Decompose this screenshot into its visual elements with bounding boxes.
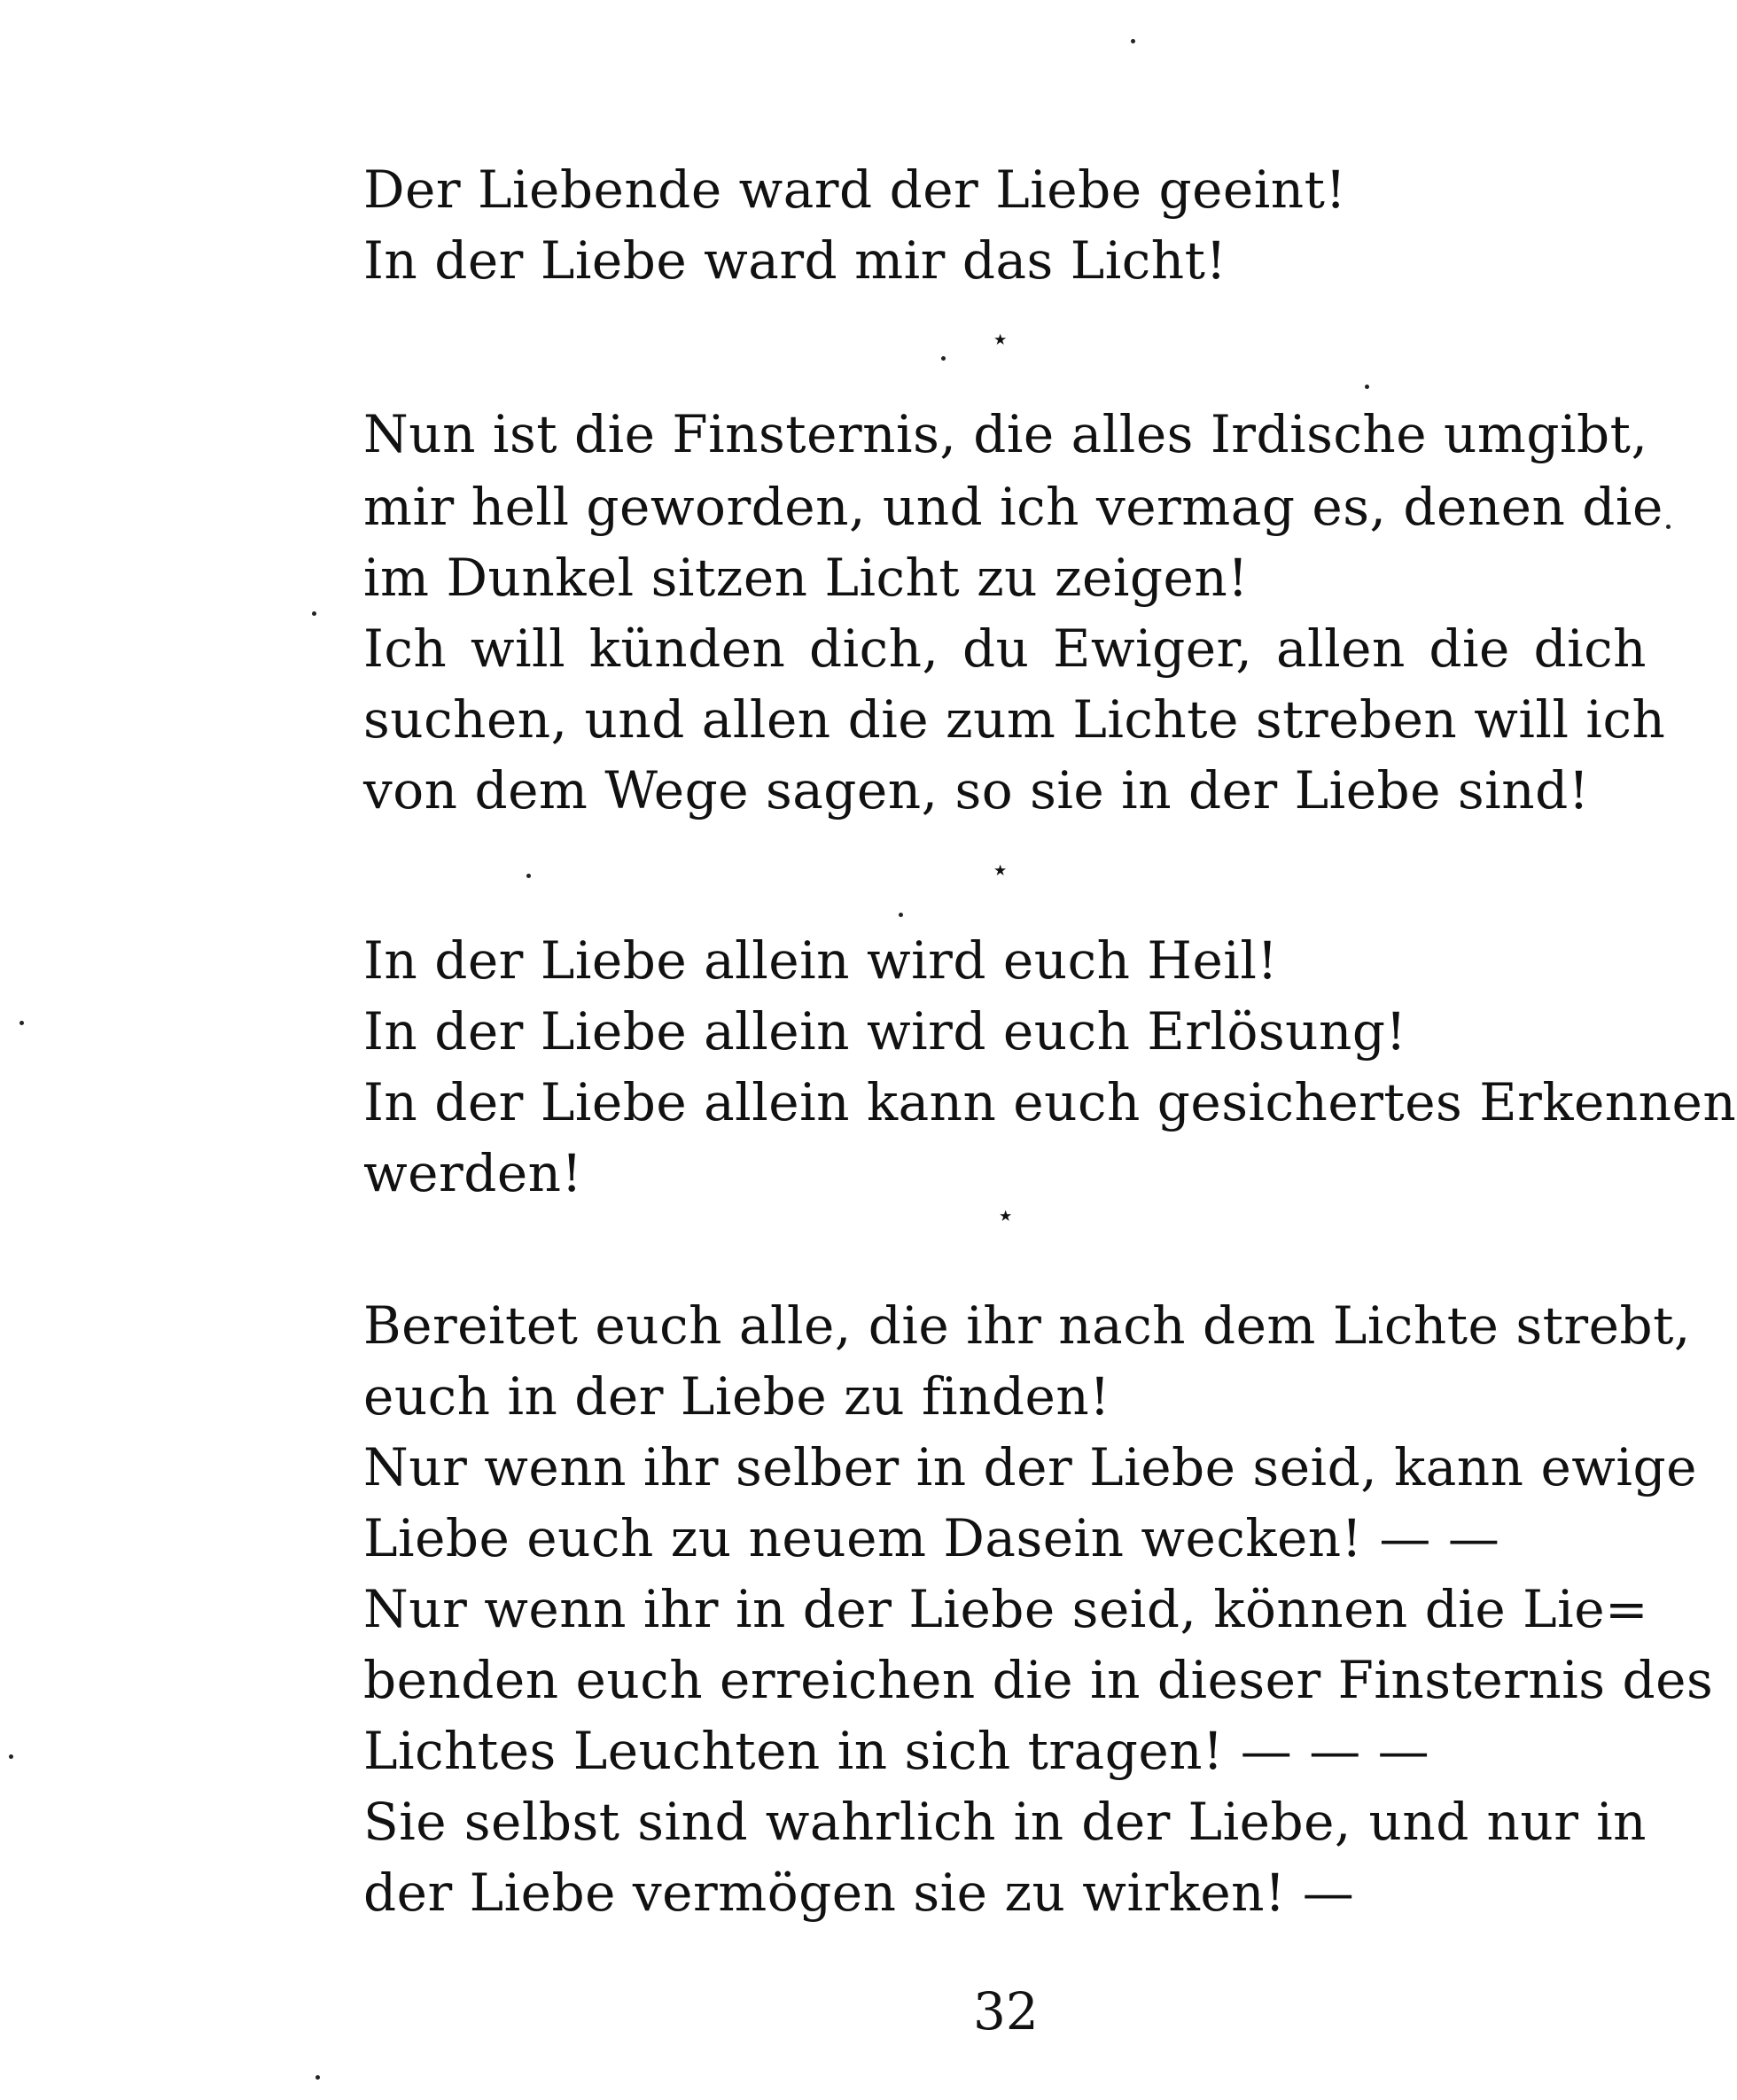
text-line: im Dunkel sitzen Licht zu zeigen! [363, 548, 1249, 608]
scan-speck [19, 1021, 24, 1025]
text-line: suchen, und allen die zum Lichte streben will ich [363, 689, 1666, 750]
scan-speck [526, 874, 531, 878]
text-line: Lichtes Leuchten in sich tragen! — — — [363, 1721, 1430, 1781]
scan-speck [1666, 525, 1671, 529]
section-separator: ⋆ [991, 322, 1010, 357]
scan-speck [899, 913, 903, 917]
scan-speck [941, 356, 946, 361]
text-line: Nun ist die Finsternis, die alles Irdische umgibt, [363, 404, 1648, 464]
text-line: der Liebe vermögen sie zu wirken! — [363, 1863, 1355, 1923]
text-line: In der Liebe allein wird euch Heil! [363, 930, 1279, 991]
text-line: In der Liebe allein wird euch Erlösung! [363, 1001, 1407, 1062]
text-line: In der Liebe allein kann euch gesichertes Erkennen [363, 1072, 1737, 1132]
text-line: Nur wenn ihr in der Liebe seid, können die Lie= [363, 1579, 1649, 1639]
section-separator: ⋆ [991, 852, 1010, 888]
scan-speck [9, 1754, 13, 1759]
text-line: benden euch erreichen die in dieser Finsternis des [363, 1650, 1714, 1710]
section-separator: ⋆ [996, 1198, 1016, 1233]
scan-speck [1365, 385, 1369, 389]
text-line: Liebe euch zu neuem Dasein wecken! — — [363, 1508, 1500, 1568]
text-line: In der Liebe ward mir das Licht! [363, 230, 1227, 291]
text-line: Ich will künden dich, du Ewiger, allen die dich [363, 618, 1647, 679]
text-line: euch in der Liebe zu finden! [363, 1366, 1111, 1427]
text-line: Sie selbst sind wahrlich in der Liebe, und nur in [363, 1792, 1647, 1852]
text-line: mir hell geworden, und ich vermag es, denen die [363, 477, 1663, 537]
text-line: werden! [363, 1143, 583, 1203]
scan-speck [312, 611, 316, 616]
text-line: Bereitet euch alle, die ihr nach dem Lichte strebt, [363, 1295, 1691, 1356]
scan-speck [315, 2075, 320, 2080]
text-line: Der Liebende ward der Liebe geeint! [363, 159, 1347, 220]
text-line: von dem Wege sagen, so sie in der Liebe sind! [363, 760, 1590, 821]
page-number: 32 [973, 1981, 1039, 2042]
scan-speck [1131, 39, 1135, 43]
text-line: Nur wenn ihr selber in der Liebe seid, kann ewige [363, 1437, 1697, 1497]
